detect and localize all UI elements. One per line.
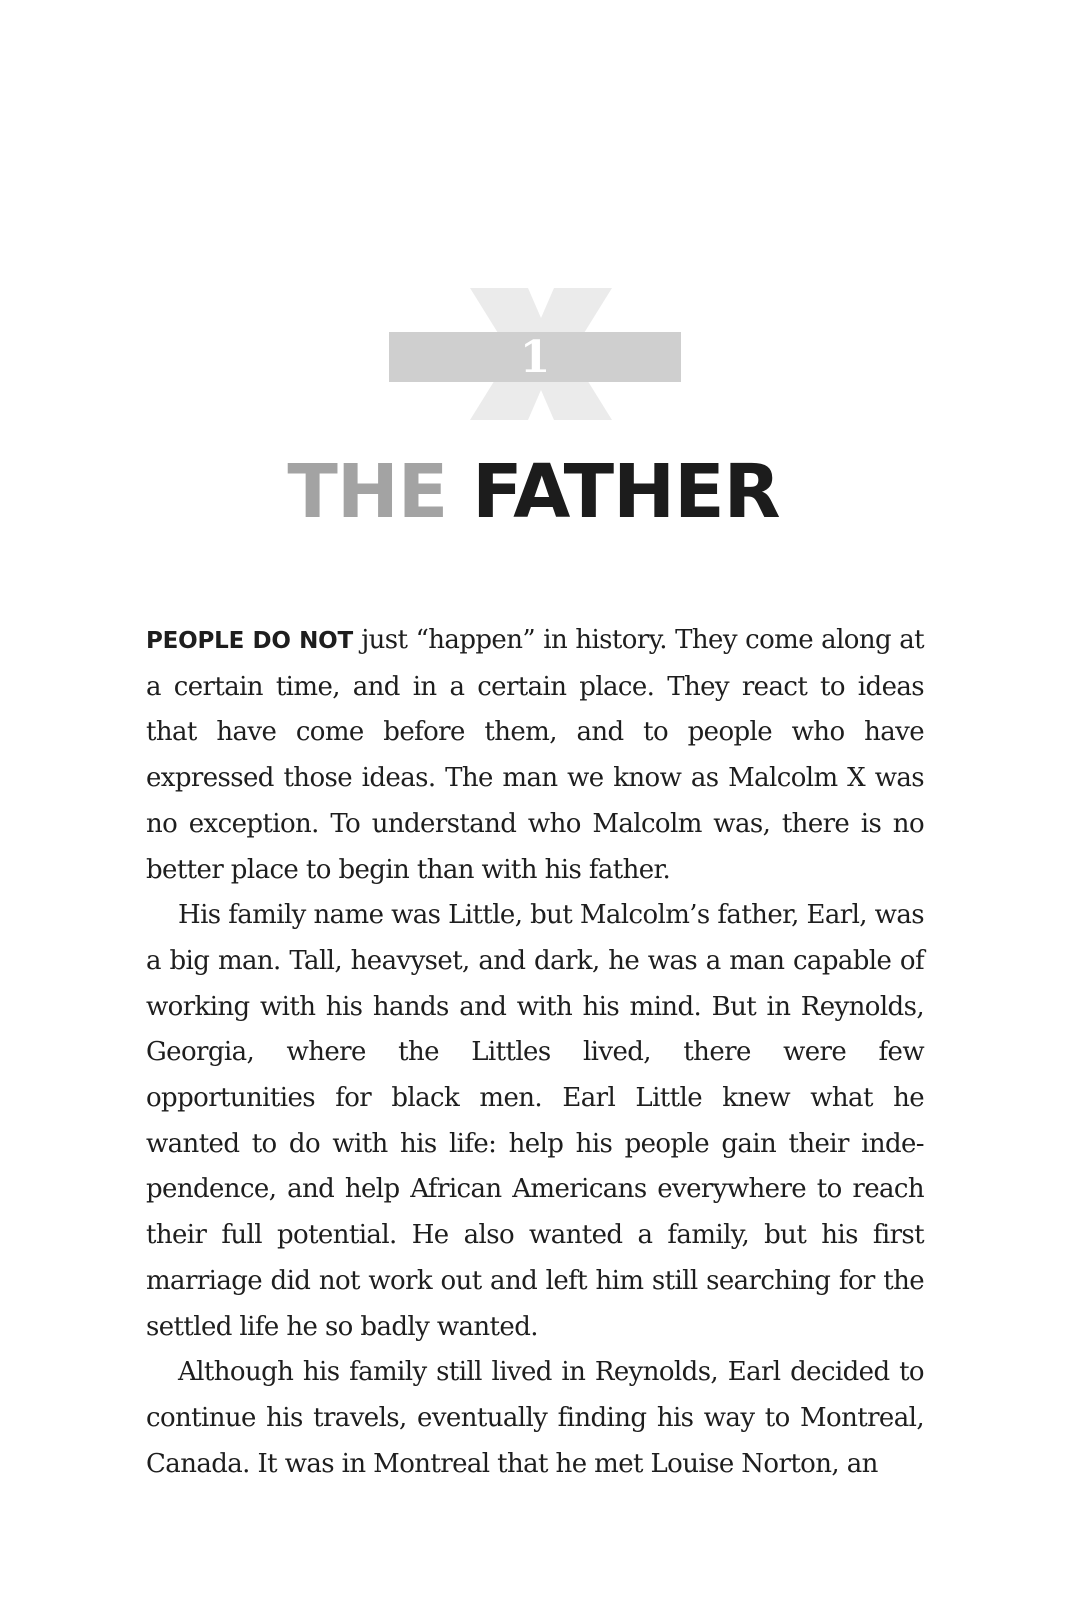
paragraph-1 — [146, 618, 924, 893]
chapter-title-dark: FATHER — [472, 449, 780, 535]
chapter-emblem — [0, 288, 1067, 420]
chapter-title-light: THE — [287, 449, 448, 535]
paragraph-1-text: just “happen” in history. They come along at a certain time, and in a certain place. They react to ideas that have come before them, and to people who have expressed those ideas. The man we know as Malcolm X was no exception. To understand who Malcolm was, there is no better place to begin than with his father. — [146, 625, 924, 885]
chapter-body — [146, 618, 924, 1487]
paragraph-2: His family name was Little, but Malcolm’s father, Earl, was a big man. Tall, heavyset, and dark, he was a man capable of working with his hands and with his mind. But in Reynolds, Georgia, where the Littles lived, there were few opportunities for black men. Earl Little knew what he wanted to do with his life: help his people gain their inde-pendence, and help African Americans everywhere to reach their full potential. He also wanted a family, but his first marriage did not work out and left him still searching for the settled life he so badly wanted. — [146, 900, 924, 1342]
paragraph-3: Although his family still lived in Reynolds, Earl decided to continue his travels, eventually finding his way to Montreal, Canada. It was in Montreal that he met Louise Norton, an — [146, 1357, 924, 1479]
chapter-title — [0, 450, 1067, 534]
chapter-number: 1 — [519, 332, 551, 383]
lead-in-caps: PEOPLE DO NOT — [146, 628, 353, 654]
